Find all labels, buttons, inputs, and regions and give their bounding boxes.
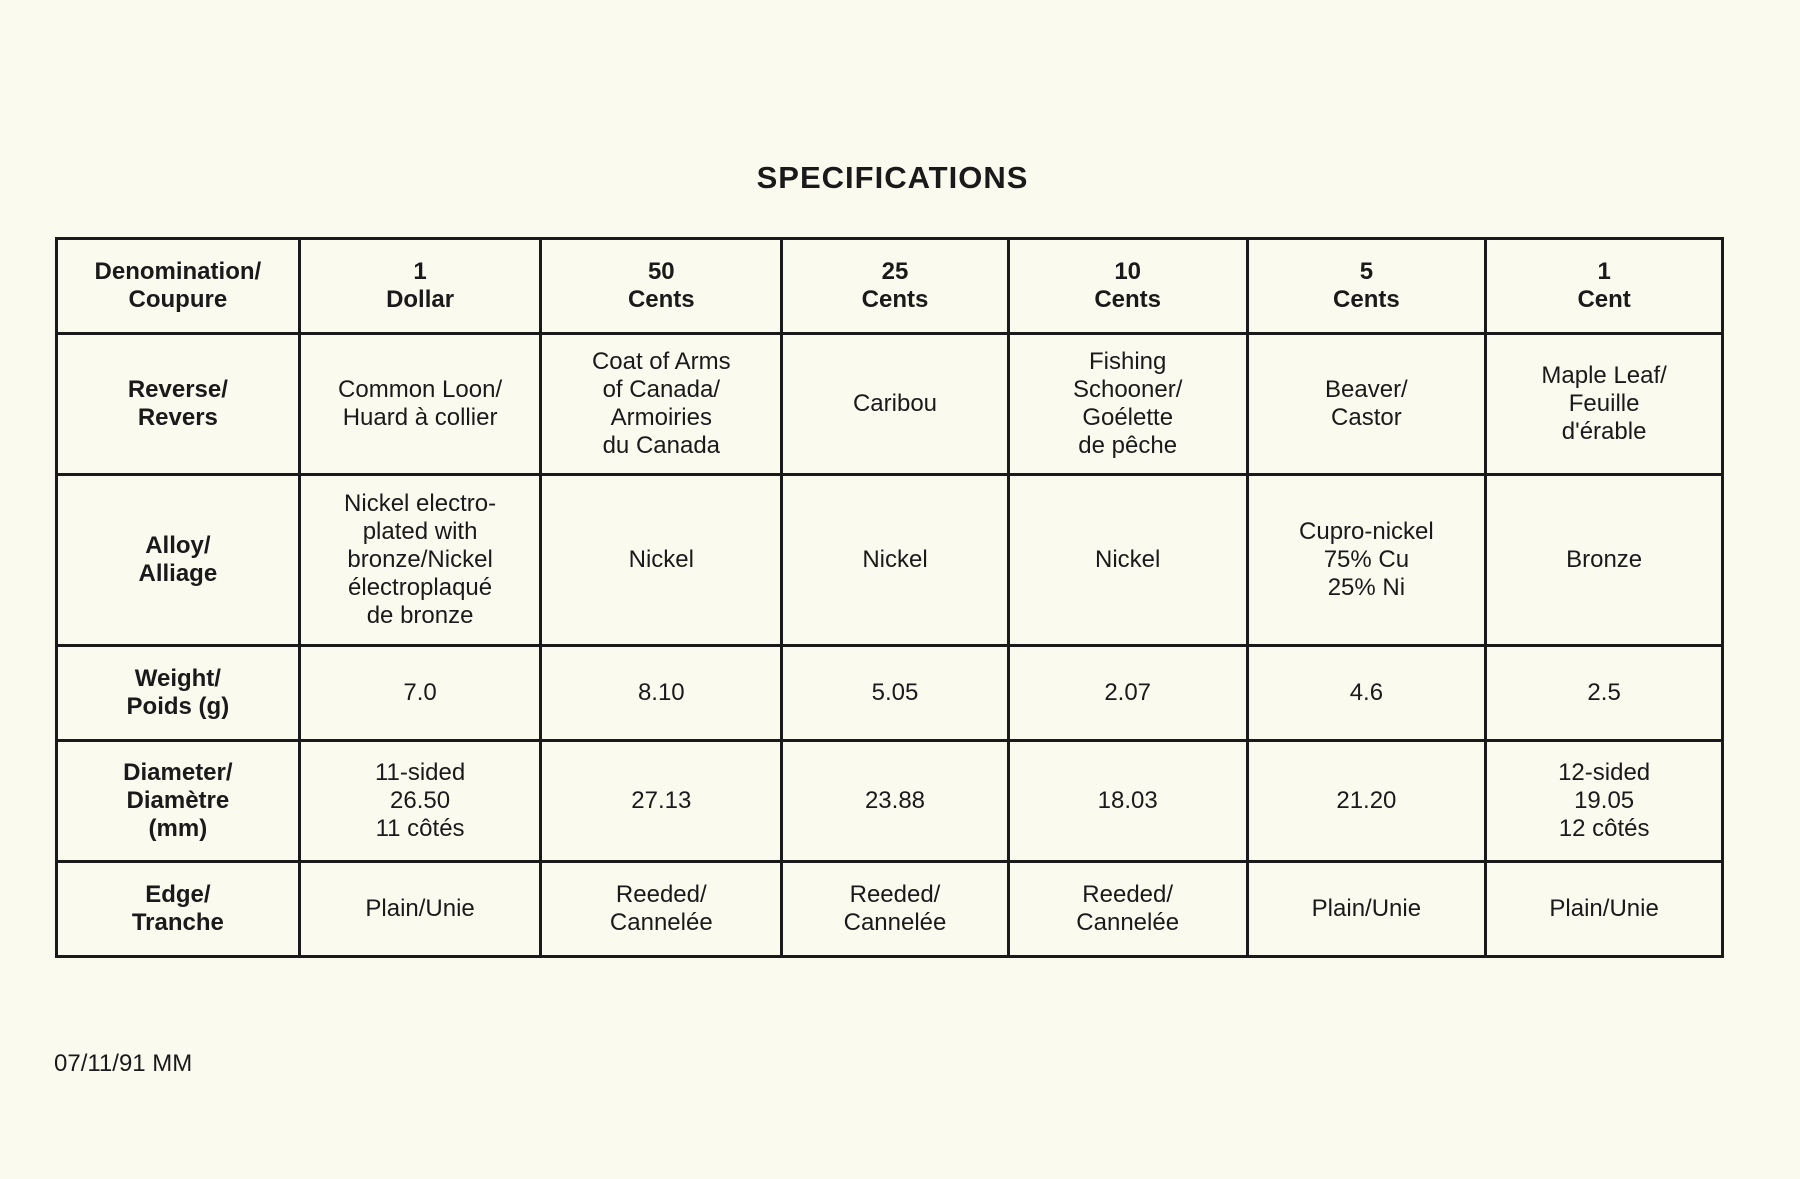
table-cell-diameter-4: 18.03 <box>1008 741 1247 862</box>
table-body <box>57 239 1723 957</box>
row-header-alloy: Alloy/ Alliage <box>57 474 300 645</box>
document-code: 07/11/91 MM <box>54 1050 193 1077</box>
table-cell-reverse-6: Maple Leaf/ Feuille d'érable <box>1486 334 1723 475</box>
table-cell-diameter-6: 12-sided 19.05 12 côtés <box>1486 741 1723 862</box>
table-cell-diameter-3: 23.88 <box>782 741 1009 862</box>
row-header-reverse: Reverse/ Revers <box>57 334 300 475</box>
table-cell-reverse-5: Beaver/ Castor <box>1247 334 1486 475</box>
table-cell-edge-1: Plain/Unie <box>299 861 541 956</box>
table-cell-diameter-1: 11-sided 26.50 11 côtés <box>299 741 541 862</box>
table-row-weight <box>57 645 1723 740</box>
table-cell-alloy-3: Nickel <box>782 474 1009 645</box>
table-row-reverse <box>57 334 1723 475</box>
table-cell-weight-2: 8.10 <box>541 645 782 740</box>
table-cell-denom-2: 50 Cents <box>541 239 782 334</box>
table-cell-diameter-2: 27.13 <box>541 741 782 862</box>
page-title: SPECIFICATIONS <box>756 160 1029 195</box>
table-cell-denom-4: 10 Cents <box>1008 239 1247 334</box>
table-cell-reverse-2: Coat of Arms of Canada/ Armoiries du Canada <box>541 334 782 475</box>
table-cell-reverse-1: Common Loon/ Huard à collier <box>299 334 541 475</box>
table-cell-alloy-5: Cupro-nickel 75% Cu 25% Ni <box>1247 474 1486 645</box>
table-cell-edge-5: Plain/Unie <box>1247 861 1486 956</box>
table-cell-reverse-4: Fishing Schooner/ Goélette de pêche <box>1008 334 1247 475</box>
table-cell-weight-1: 7.0 <box>299 645 541 740</box>
table-row-denom <box>57 239 1723 334</box>
table-cell-denom-6: 1 Cent <box>1486 239 1723 334</box>
table-cell-alloy-6: Bronze <box>1486 474 1723 645</box>
table-cell-alloy-2: Nickel <box>541 474 782 645</box>
table-cell-weight-6: 2.5 <box>1486 645 1723 740</box>
table-cell-alloy-4: Nickel <box>1008 474 1247 645</box>
table-cell-edge-4: Reeded/ Cannelée <box>1008 861 1247 956</box>
row-header-denom: Denomination/ Coupure <box>57 239 300 334</box>
table-cell-edge-3: Reeded/ Cannelée <box>782 861 1009 956</box>
row-header-edge: Edge/ Tranche <box>57 861 300 956</box>
table-cell-weight-3: 5.05 <box>782 645 1009 740</box>
table-cell-denom-1: 1 Dollar <box>299 239 541 334</box>
table-row-diameter <box>57 741 1723 862</box>
specifications-table <box>55 237 1724 958</box>
table-cell-weight-4: 2.07 <box>1008 645 1247 740</box>
table-cell-edge-2: Reeded/ Cannelée <box>541 861 782 956</box>
table-cell-edge-6: Plain/Unie <box>1486 861 1723 956</box>
table-row-edge <box>57 861 1723 956</box>
table-cell-diameter-5: 21.20 <box>1247 741 1486 862</box>
row-header-diameter: Diameter/ Diamètre (mm) <box>57 741 300 862</box>
table-cell-alloy-1: Nickel electro- plated with bronze/Nickel électroplaqué de bronze <box>299 474 541 645</box>
table-cell-denom-3: 25 Cents <box>782 239 1009 334</box>
table-row-alloy <box>57 474 1723 645</box>
table-cell-denom-5: 5 Cents <box>1247 239 1486 334</box>
table-cell-weight-5: 4.6 <box>1247 645 1486 740</box>
row-header-weight: Weight/ Poids (g) <box>57 645 300 740</box>
table-cell-reverse-3: Caribou <box>782 334 1009 475</box>
